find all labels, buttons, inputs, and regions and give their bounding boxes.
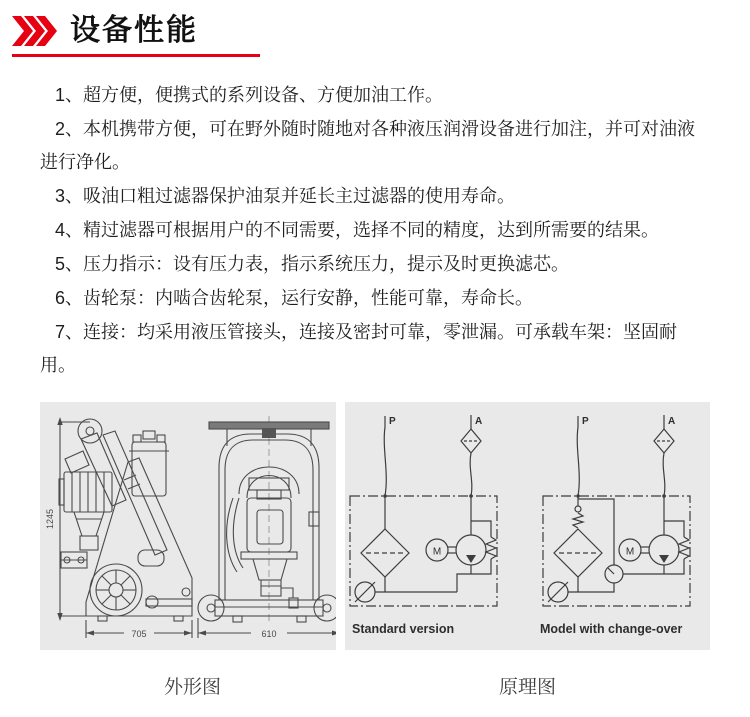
- feature-item-2: 2、本机携带方便，可在野外随时随地对各种液压润滑设备进行加注，并可对油液进行净化。: [40, 119, 696, 172]
- motor-letter-2: M: [625, 546, 635, 558]
- changeover-label: Model with change-over: [540, 622, 683, 636]
- outline-caption: 外形图: [163, 677, 221, 698]
- dim-side-width-label: 705: [131, 629, 147, 639]
- schematic-panel: [345, 402, 710, 650]
- feature-item-7: 7、连接：均采用液压管接头，连接及密封可靠，零泄漏。可承载车架：坚固耐用。: [40, 322, 678, 375]
- schematic-changeover: [540, 415, 690, 636]
- relief-spring-symbol: [486, 537, 496, 559]
- schematic-standard: [350, 415, 497, 636]
- header-rule: [12, 14, 260, 57]
- port-a-label-2: A: [668, 416, 676, 427]
- feature-item-5: 5、压力指示：设有压力表，指示系统压力，提示及时更换滤芯。: [55, 254, 570, 274]
- port-p-label: P: [389, 416, 396, 427]
- feature-item-1: 1、超方便，便携式的系列设备、方便加油工作。: [55, 85, 444, 105]
- schematic-caption: 原理图: [498, 677, 556, 698]
- motor-letter: M: [432, 546, 442, 558]
- feature-item-6: 6、齿轮泵：内啮合齿轮泵，运行安静，性能可靠，寿命长。: [55, 288, 534, 308]
- check-valve-symbol: [575, 506, 581, 512]
- feature-item-4: 4、精过滤器可根据用户的不同需要，选择不同的精度，达到所需要的结果。: [55, 220, 660, 240]
- page-header: [0, 0, 750, 57]
- figure-panels: [40, 402, 750, 650]
- figure-captions: [40, 672, 710, 699]
- front-view-drawing: [198, 416, 336, 639]
- port-p-label-2: P: [582, 416, 589, 427]
- triple-chevron-icon: [12, 15, 58, 47]
- page-title: 设备性能: [70, 14, 198, 47]
- dim-height-label: 1245: [45, 508, 55, 530]
- outline-drawing: [40, 402, 336, 650]
- feature-item-3: 3、吸油口粗过滤器保护油泵并延长主过滤器的使用寿命。: [55, 186, 516, 206]
- standard-version-label: Standard version: [352, 622, 455, 636]
- port-a-label: A: [475, 416, 483, 427]
- relief-spring-symbol-2: [679, 537, 689, 559]
- dim-front-width-label: 610: [261, 629, 277, 639]
- hydraulic-schematic: [345, 402, 710, 650]
- side-view-drawing: [45, 417, 192, 639]
- outline-drawing-panel: [40, 402, 336, 650]
- feature-list: [40, 79, 700, 382]
